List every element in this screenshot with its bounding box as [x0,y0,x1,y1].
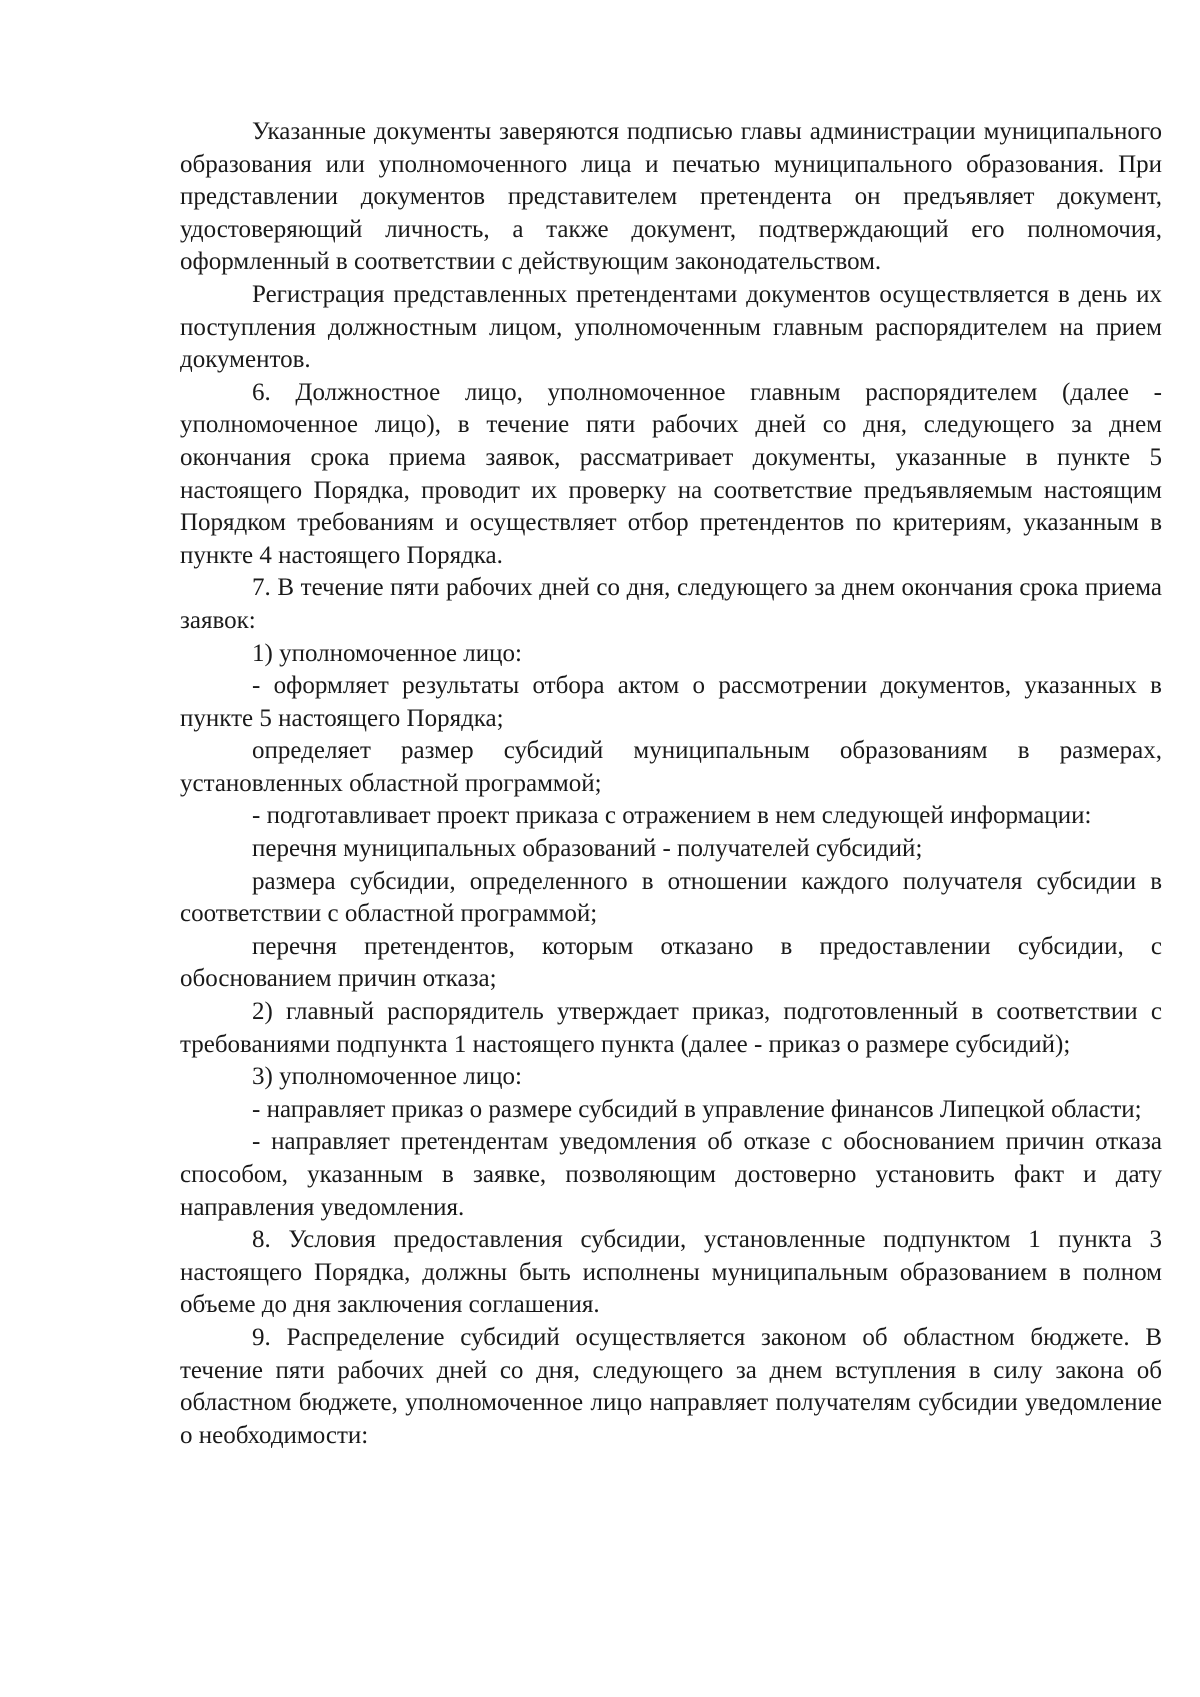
paragraph-subitem-2: 2) главный распорядитель утверждает приказ, подготовленный в соответствии с требованиями подпункта 1 настоящего пункта (далее - приказ о размере субсидий); [180,998,1162,1058]
paragraph-subitem-1: 1) уполномоченное лицо: [252,639,522,667]
paragraph-draft-order: - подготавливает проект приказа с отражением в нем следующей информации: [252,802,1092,830]
paragraph-subitem-3: 3) уполномоченное лицо: [252,1063,522,1091]
paragraph-item-6: 6. Должностное лицо, уполномоченное главным распорядителем (далее - уполномоченное лицо), в течение пяти рабочих дней со дня, следующего за днем окончания срока приема заявок, рассматривает документы, указанные в пункте 5 настоящего Порядка, проводит их проверку на соответствие предъявляемым настоящим Порядком требованиям и осуществляет отбор претендентов по критериям, указанным в пункте 4 настоящего Порядка. [180,378,1162,569]
paragraph-rejected-list: перечня претендентов, которым отказано в предоставлении субсидии, с обоснованием причин отказа; [180,932,1162,993]
paragraph-subsidy-amount: размера субсидии, определенного в отношении каждого получателя субсидии в соответствии с областной программой; [180,867,1162,928]
paragraph-item-9: 9. Распределение субсидий осуществляется законом об областном бюджете. В течение пяти рабочих дней со дня, следующего за днем вступления в силу закона об областном бюджете, уполномоченное лицо направляет получателям субсидии уведомление о необходимости: [180,1323,1162,1449]
document-body [180,116,1162,1452]
paragraph-registration: Регистрация представленных претендентами документов осуществляется в день их поступления должностным лицом, уполномоченным главным распорядителем на прием документов. [180,280,1162,374]
paragraph-item-8: 8. Условия предоставления субсидии, установленные подпунктом 1 пункта 3 настоящего Порядка, должны быть исполнены муниципальным образованием в полном объеме до дня заключения соглашения. [180,1226,1162,1319]
paragraph-subsidy-size: определяет размер субсидий муниципальным образованиям в размерах, установленных областной программой; [180,737,1162,797]
paragraph-send-order: - направляет приказ о размере субсидий в управление финансов Липецкой области; [252,1095,1142,1123]
paragraph-documents-certification: Указанные документы заверяются подписью главы администрации муниципального образования или уполномоченного лица и печатью муниципального образования. При представлении документов представителем претендента он предъявляет документ, удостоверяющий личность, а также документ, подтверждающий его полномочия, оформленный в соответствии с действующим законодательством. [180,118,1162,276]
paragraph-municipal-list: перечня муниципальных образований - получателей субсидий; [252,835,923,863]
paragraph-act-results: - оформляет результаты отбора актом о рассмотрении документов, указанных в пункте 5 настоящего Порядка; [180,672,1162,732]
paragraph-item-7: 7. В течение пяти рабочих дней со дня, следующего за днем окончания срока приема заявок: [180,574,1162,634]
paragraph-send-rejections: - направляет претендентам уведомления об отказе с обоснованием причин отказа способом, указанным в заявке, позволяющим достоверно установить факт и дату направления уведомления. [180,1128,1162,1221]
